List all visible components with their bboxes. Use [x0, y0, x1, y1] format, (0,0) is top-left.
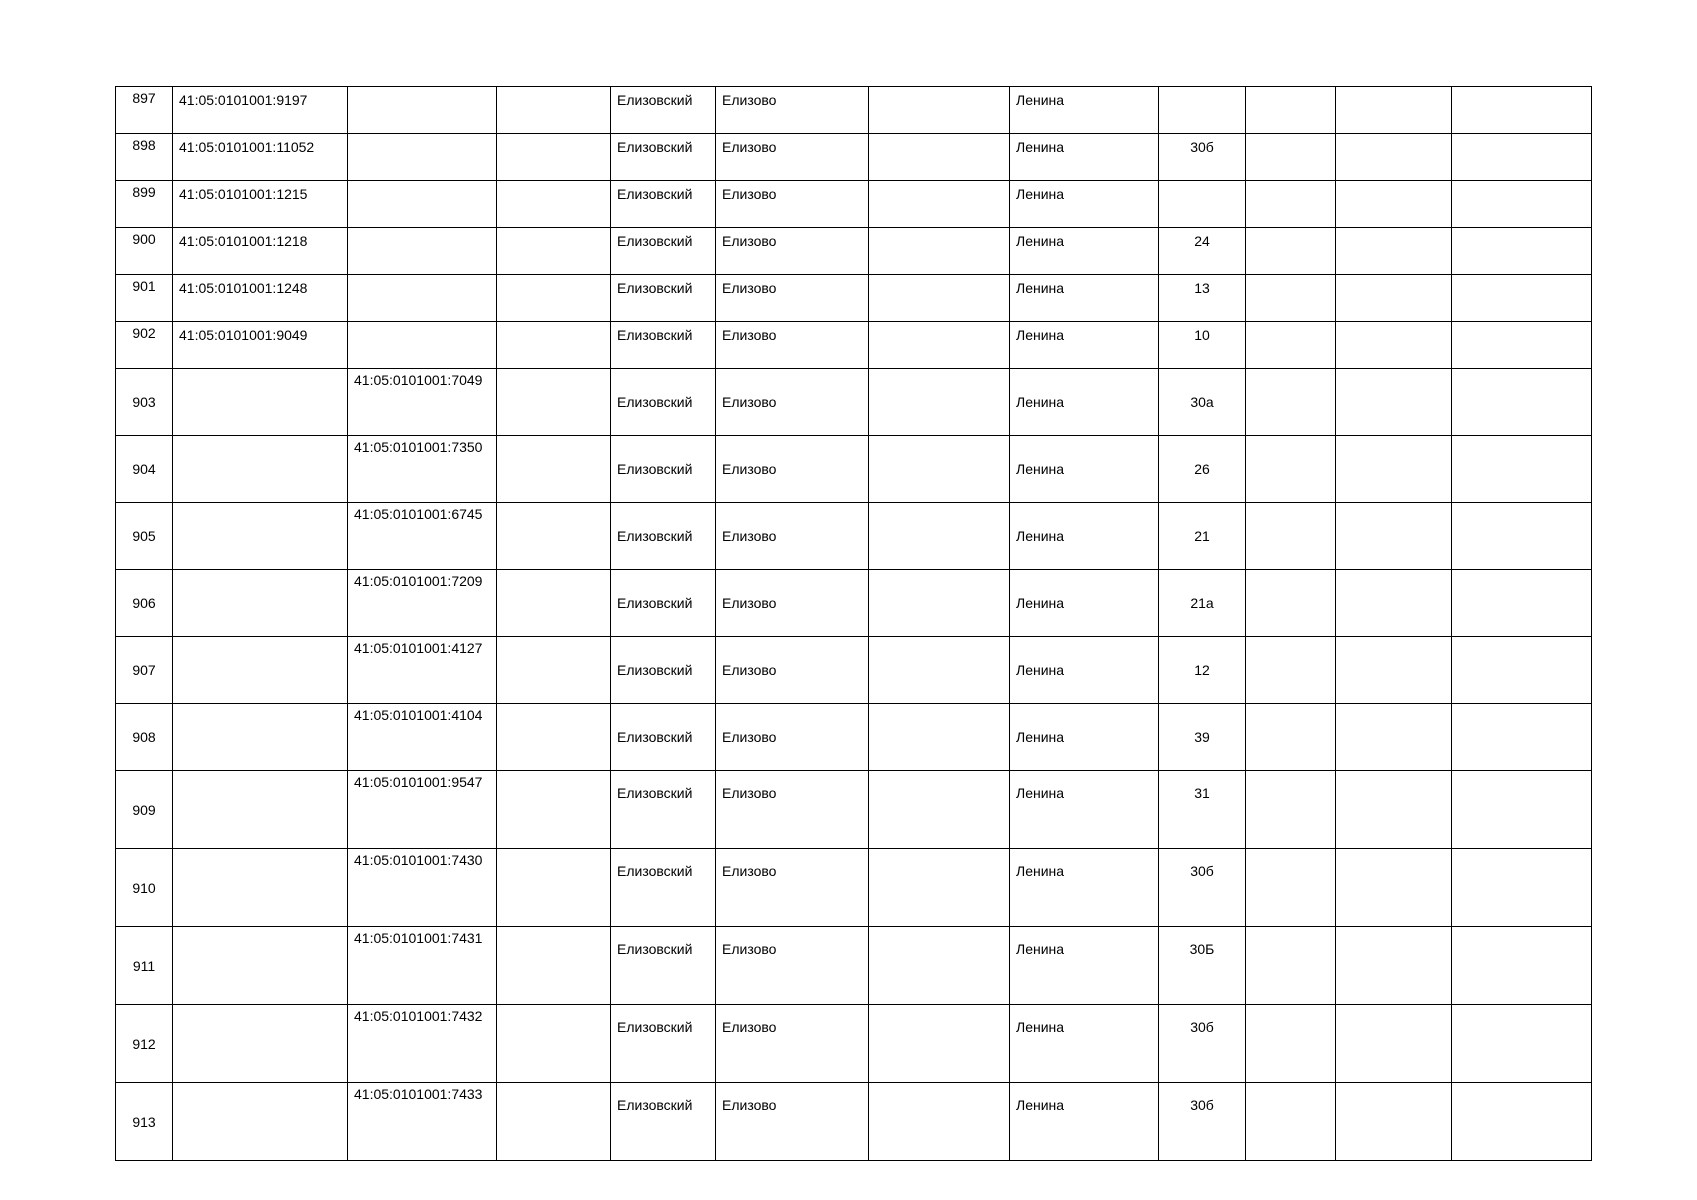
empty-cell: [497, 436, 611, 503]
cadastral-number-land-cell: [173, 637, 348, 704]
empty-cell: [869, 369, 1010, 436]
table-row: [116, 436, 1592, 503]
cadastral-number-object-cell: [348, 87, 497, 134]
empty-cell: [497, 849, 611, 927]
empty-cell: [1452, 134, 1592, 181]
table-row: [116, 134, 1592, 181]
locality-cell: Елизово: [716, 369, 869, 436]
street-cell: Ленина: [1010, 927, 1159, 1005]
district-cell: Елизовский: [611, 503, 716, 570]
street-cell: Ленина: [1010, 275, 1159, 322]
row-number-cell: 913: [116, 1083, 173, 1161]
locality-cell: Елизово: [716, 927, 869, 1005]
empty-cell: [1336, 704, 1452, 771]
cadastral-number-land-cell: [173, 927, 348, 1005]
row-number-cell: 911: [116, 927, 173, 1005]
district-cell: Елизовский: [611, 275, 716, 322]
empty-cell: [1336, 181, 1452, 228]
locality-cell: Елизово: [716, 134, 869, 181]
empty-cell: [1336, 322, 1452, 369]
table-row: [116, 503, 1592, 570]
empty-cell: [497, 322, 611, 369]
empty-cell: [1246, 849, 1336, 927]
empty-cell: [497, 503, 611, 570]
cadastral-number-land-cell: [173, 369, 348, 436]
cadastral-number-object-cell: 41:05:0101001:7049: [348, 369, 497, 436]
locality-cell: Елизово: [716, 1083, 869, 1161]
district-cell: Елизовский: [611, 1005, 716, 1083]
street-cell: Ленина: [1010, 369, 1159, 436]
empty-cell: [1246, 275, 1336, 322]
table-row: [116, 849, 1592, 927]
table-row: [116, 771, 1592, 849]
row-number-cell: 906: [116, 570, 173, 637]
locality-cell: Елизово: [716, 436, 869, 503]
cadastral-number-object-cell: 41:05:0101001:7433: [348, 1083, 497, 1161]
empty-cell: [1452, 637, 1592, 704]
row-number-cell: 901: [116, 275, 173, 322]
house-number-cell: 10: [1159, 322, 1246, 369]
empty-cell: [497, 369, 611, 436]
empty-cell: [497, 704, 611, 771]
empty-cell: [1336, 275, 1452, 322]
cadastral-number-object-cell: 41:05:0101001:7350: [348, 436, 497, 503]
cadastral-number-land-cell: 41:05:0101001:1215: [173, 181, 348, 228]
empty-cell: [1336, 503, 1452, 570]
street-cell: Ленина: [1010, 1083, 1159, 1161]
empty-cell: [869, 436, 1010, 503]
empty-cell: [1452, 1083, 1592, 1161]
cadastral-number-object-cell: 41:05:0101001:7432: [348, 1005, 497, 1083]
street-cell: Ленина: [1010, 87, 1159, 134]
district-cell: Елизовский: [611, 134, 716, 181]
empty-cell: [869, 771, 1010, 849]
cadastral-number-land-cell: 41:05:0101001:11052: [173, 134, 348, 181]
empty-cell: [497, 570, 611, 637]
empty-cell: [869, 503, 1010, 570]
locality-cell: Елизово: [716, 322, 869, 369]
district-cell: Елизовский: [611, 87, 716, 134]
row-number-cell: 898: [116, 134, 173, 181]
locality-cell: Елизово: [716, 771, 869, 849]
empty-cell: [1452, 503, 1592, 570]
table-row: [116, 228, 1592, 275]
street-cell: Ленина: [1010, 849, 1159, 927]
house-number-cell: 26: [1159, 436, 1246, 503]
empty-cell: [1246, 771, 1336, 849]
empty-cell: [1452, 275, 1592, 322]
empty-cell: [869, 181, 1010, 228]
table-row: [116, 322, 1592, 369]
cadastral-number-land-cell: [173, 849, 348, 927]
empty-cell: [1336, 1083, 1452, 1161]
cadastral-number-land-cell: [173, 704, 348, 771]
cadastral-number-object-cell: [348, 322, 497, 369]
empty-cell: [497, 1083, 611, 1161]
empty-cell: [1246, 503, 1336, 570]
empty-cell: [1246, 134, 1336, 181]
empty-cell: [869, 275, 1010, 322]
empty-cell: [1246, 1005, 1336, 1083]
empty-cell: [869, 927, 1010, 1005]
district-cell: Елизовский: [611, 436, 716, 503]
cadastral-number-object-cell: [348, 275, 497, 322]
empty-cell: [1246, 181, 1336, 228]
cadastral-number-object-cell: 41:05:0101001:7209: [348, 570, 497, 637]
cadastral-number-land-cell: [173, 1005, 348, 1083]
empty-cell: [1452, 436, 1592, 503]
empty-cell: [1336, 1005, 1452, 1083]
cadastral-number-object-cell: 41:05:0101001:4127: [348, 637, 497, 704]
house-number-cell: 13: [1159, 275, 1246, 322]
street-cell: Ленина: [1010, 771, 1159, 849]
cadastral-number-object-cell: 41:05:0101001:9547: [348, 771, 497, 849]
empty-cell: [1452, 228, 1592, 275]
empty-cell: [1336, 771, 1452, 849]
cadastral-number-land-cell: 41:05:0101001:9197: [173, 87, 348, 134]
table-row: [116, 1005, 1592, 1083]
empty-cell: [1246, 927, 1336, 1005]
empty-cell: [1452, 927, 1592, 1005]
district-cell: Елизовский: [611, 181, 716, 228]
locality-cell: Елизово: [716, 228, 869, 275]
empty-cell: [497, 771, 611, 849]
locality-cell: Елизово: [716, 275, 869, 322]
empty-cell: [869, 87, 1010, 134]
empty-cell: [1452, 1005, 1592, 1083]
cadastral-number-land-cell: [173, 436, 348, 503]
cadastral-number-land-cell: [173, 771, 348, 849]
district-cell: Елизовский: [611, 322, 716, 369]
street-cell: Ленина: [1010, 503, 1159, 570]
locality-cell: Елизово: [716, 637, 869, 704]
house-number-cell: 24: [1159, 228, 1246, 275]
locality-cell: Елизово: [716, 704, 869, 771]
empty-cell: [1452, 704, 1592, 771]
empty-cell: [1452, 181, 1592, 228]
empty-cell: [1452, 849, 1592, 927]
district-cell: Елизовский: [611, 1083, 716, 1161]
cadastral-number-land-cell: [173, 1083, 348, 1161]
table-row: [116, 570, 1592, 637]
locality-cell: Елизово: [716, 503, 869, 570]
empty-cell: [1336, 87, 1452, 134]
empty-cell: [1246, 637, 1336, 704]
cadastral-number-object-cell: 41:05:0101001:6745: [348, 503, 497, 570]
district-cell: Елизовский: [611, 927, 716, 1005]
empty-cell: [1246, 570, 1336, 637]
row-number-cell: 912: [116, 1005, 173, 1083]
cadastral-number-land-cell: 41:05:0101001:9049: [173, 322, 348, 369]
cadastral-number-object-cell: [348, 134, 497, 181]
house-number-cell: 39: [1159, 704, 1246, 771]
empty-cell: [869, 322, 1010, 369]
table-body: [116, 87, 1592, 1161]
table-row: [116, 704, 1592, 771]
street-cell: Ленина: [1010, 1005, 1159, 1083]
street-cell: Ленина: [1010, 704, 1159, 771]
table-row: [116, 369, 1592, 436]
locality-cell: Елизово: [716, 181, 869, 228]
empty-cell: [869, 704, 1010, 771]
district-cell: Елизовский: [611, 570, 716, 637]
cadastral-number-land-cell: [173, 503, 348, 570]
row-number-cell: 903: [116, 369, 173, 436]
empty-cell: [1246, 322, 1336, 369]
empty-cell: [1246, 228, 1336, 275]
empty-cell: [1336, 228, 1452, 275]
row-number-cell: 897: [116, 87, 173, 134]
locality-cell: Елизово: [716, 87, 869, 134]
empty-cell: [1336, 570, 1452, 637]
table-row: [116, 927, 1592, 1005]
empty-cell: [869, 849, 1010, 927]
locality-cell: Елизово: [716, 1005, 869, 1083]
empty-cell: [869, 570, 1010, 637]
house-number-cell: [1159, 181, 1246, 228]
table-row: [116, 87, 1592, 134]
empty-cell: [497, 181, 611, 228]
table-row: [116, 637, 1592, 704]
empty-cell: [1336, 436, 1452, 503]
table-row: [116, 1083, 1592, 1161]
empty-cell: [1336, 369, 1452, 436]
locality-cell: Елизово: [716, 849, 869, 927]
cadastral-number-object-cell: 41:05:0101001:7430: [348, 849, 497, 927]
cadastral-number-object-cell: [348, 228, 497, 275]
house-number-cell: 31: [1159, 771, 1246, 849]
row-number-cell: 910: [116, 849, 173, 927]
table-row: [116, 181, 1592, 228]
empty-cell: [869, 134, 1010, 181]
cadastral-number-object-cell: [348, 181, 497, 228]
district-cell: Елизовский: [611, 704, 716, 771]
empty-cell: [1452, 87, 1592, 134]
house-number-cell: [1159, 87, 1246, 134]
house-number-cell: 21а: [1159, 570, 1246, 637]
house-number-cell: 30б: [1159, 849, 1246, 927]
district-cell: Елизовский: [611, 228, 716, 275]
district-cell: Елизовский: [611, 369, 716, 436]
house-number-cell: 30б: [1159, 1083, 1246, 1161]
empty-cell: [869, 1083, 1010, 1161]
empty-cell: [869, 228, 1010, 275]
empty-cell: [869, 637, 1010, 704]
cadastral-number-object-cell: 41:05:0101001:7431: [348, 927, 497, 1005]
house-number-cell: 30б: [1159, 134, 1246, 181]
row-number-cell: 908: [116, 704, 173, 771]
empty-cell: [1452, 369, 1592, 436]
empty-cell: [497, 1005, 611, 1083]
locality-cell: Елизово: [716, 570, 869, 637]
house-number-cell: 30а: [1159, 369, 1246, 436]
empty-cell: [1246, 436, 1336, 503]
house-number-cell: 12: [1159, 637, 1246, 704]
cadastral-number-object-cell: 41:05:0101001:4104: [348, 704, 497, 771]
empty-cell: [1452, 322, 1592, 369]
district-cell: Елизовский: [611, 849, 716, 927]
street-cell: Ленина: [1010, 570, 1159, 637]
cadastral-number-land-cell: 41:05:0101001:1218: [173, 228, 348, 275]
row-number-cell: 905: [116, 503, 173, 570]
cadastral-number-land-cell: [173, 570, 348, 637]
street-cell: Ленина: [1010, 436, 1159, 503]
row-number-cell: 907: [116, 637, 173, 704]
empty-cell: [1336, 134, 1452, 181]
street-cell: Ленина: [1010, 322, 1159, 369]
district-cell: Елизовский: [611, 637, 716, 704]
empty-cell: [497, 275, 611, 322]
row-number-cell: 909: [116, 771, 173, 849]
street-cell: Ленина: [1010, 181, 1159, 228]
house-number-cell: 30б: [1159, 1005, 1246, 1083]
street-cell: Ленина: [1010, 637, 1159, 704]
empty-cell: [1452, 771, 1592, 849]
empty-cell: [1336, 637, 1452, 704]
empty-cell: [1246, 87, 1336, 134]
house-number-cell: 21: [1159, 503, 1246, 570]
empty-cell: [1336, 927, 1452, 1005]
table-row: [116, 275, 1592, 322]
empty-cell: [1336, 849, 1452, 927]
empty-cell: [869, 1005, 1010, 1083]
cadastral-number-land-cell: 41:05:0101001:1248: [173, 275, 348, 322]
row-number-cell: 904: [116, 436, 173, 503]
row-number-cell: 902: [116, 322, 173, 369]
property-register-table: [115, 86, 1592, 1161]
empty-cell: [497, 637, 611, 704]
empty-cell: [1246, 704, 1336, 771]
empty-cell: [497, 228, 611, 275]
empty-cell: [1452, 570, 1592, 637]
empty-cell: [1246, 369, 1336, 436]
district-cell: Елизовский: [611, 771, 716, 849]
house-number-cell: 30Б: [1159, 927, 1246, 1005]
empty-cell: [497, 134, 611, 181]
empty-cell: [497, 87, 611, 134]
row-number-cell: 899: [116, 181, 173, 228]
street-cell: Ленина: [1010, 134, 1159, 181]
street-cell: Ленина: [1010, 228, 1159, 275]
row-number-cell: 900: [116, 228, 173, 275]
empty-cell: [1246, 1083, 1336, 1161]
empty-cell: [497, 927, 611, 1005]
